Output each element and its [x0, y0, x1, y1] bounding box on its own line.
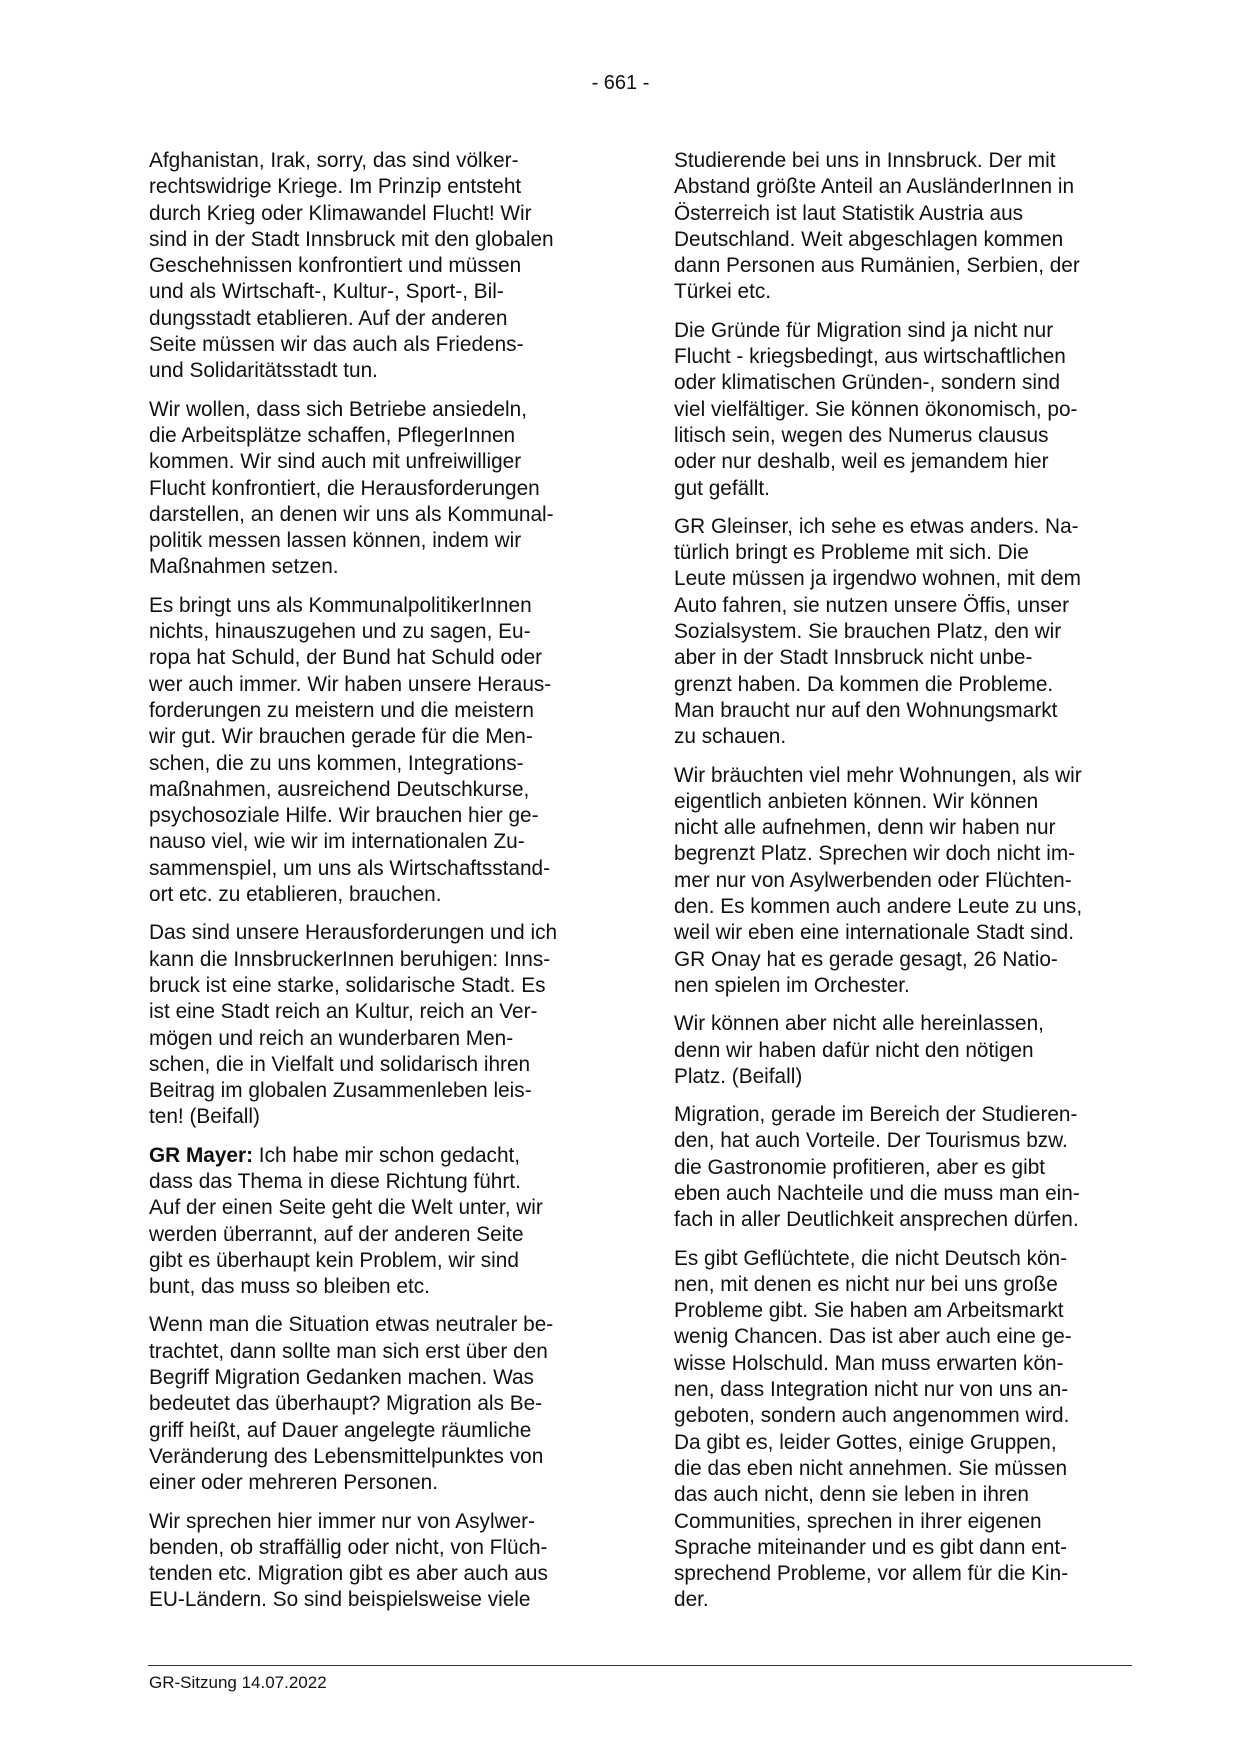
paragraph: Wir bräuchten viel mehr Wohnungen, als wir eigentlich anbieten können. Wir können nicht alle aufnehmen, denn wir haben nur begrenzt Platz. Sprechen wir doch nicht im- mer nur von Asylwerbenden oder Flüchten- den. Es kommen auch andere Leute zu uns, weil wir eben eine internationale Stadt sind. GR Onay hat es gerade gesagt, 26 Natio- nen spielen im Orchester.	[674, 763, 1083, 997]
footer-divider	[148, 1665, 1132, 1666]
paragraph: Es bringt uns als KommunalpolitikerInnen nichts, hinauszugehen und zu sagen, Eu- ropa hat Schuld, der Bund hat Schuld oder wer auch immer. Wir haben unsere Heraus- forderungen zu meistern und die meistern wir gut. Wir brauchen gerade für die Men- schen, die zu uns kommen, Integrations- maßnahmen, ausreichend Deutschkurse, psychosoziale Hilfe. Wir brauchen hier ge- nauso viel, wie wir im internationalen Zu- sammenspiel, um uns als Wirtschaftsstand- ort etc. zu etablieren, brauchen.	[149, 593, 552, 907]
footer-session-date: GR-Sitzung 14.07.2022	[149, 1673, 327, 1692]
paragraph: Wir sprechen hier immer nur von Asylwer- benden, ob straffällig oder nicht, von Flüch- tenden etc. Migration gibt es aber auch aus EU-Ländern. So sind beispielsweise viele	[149, 1509, 548, 1612]
paragraph: Das sind unsere Herausforderungen und ich kann die InnsbruckerInnen beruhigen: Inns- bruck ist eine starke, solidarische Stadt. Es ist eine Stadt reich an Kultur, reich an Ver- mögen und reich an wunderbaren Men- schen, die in Vielfalt und solidarisch ihren Beitrag im globalen Zusammenleben leis- ten! (Beifall)	[149, 921, 558, 1129]
paragraph: GR Gleinser, ich sehe es etwas anders. Na- türlich bringt es Probleme mit sich. Die Leute müssen ja irgendwo wohnen, mit dem Auto fahren, sie nutzen unsere Öffis, unser Sozialsystem. Sie brauchen Platz, den wir aber in der Stadt Innsbruck nicht unbe- grenzt haben. Da kommen die Probleme. Man braucht nur auf den Wohnungsmarkt zu schauen.	[674, 514, 1081, 749]
paragraph: Studierende bei uns in Innsbruck. Der mit Abstand größte Anteil an AusländerInnen in Österreich ist laut Statistik Austria aus Deutschland. Weit abgeschlagen kommen dann Personen aus Rumänien, Serbien, der Türkei etc.	[674, 149, 1080, 304]
paragraph: Wenn man die Situation etwas neutraler be- trachtet, dann sollte man sich erst über den Begriff Migration Gedanken machen. Was bedeutet das überhaupt? Migration als Be- griff heißt, auf Dauer angelegte räumliche Veränderung des Lebensmittelpunktes von einer oder mehreren Personen.	[149, 1313, 554, 1495]
page-number: - 661 -	[591, 72, 650, 94]
paragraph: Migration, gerade im Bereich der Studieren- den, hat auch Vorteile. Der Tourismus bzw. die Gastronomie profitieren, aber es gibt eben auch Nachteile und die muss man ein- fach in aller Deutlichkeit ansprechen dürfen.	[674, 1103, 1080, 1232]
paragraph: Die Gründe für Migration sind ja nicht nur Flucht - kriegsbedingt, aus wirtschaftlichen oder klimatischen Gründen-, sondern sind viel vielfältiger. Sie können ökonomisch, po- litisch sein, wegen des Numerus clausus oder nur deshalb, weil es jemandem hier gut gefällt.	[674, 318, 1078, 500]
speaker-name: GR Mayer:	[149, 1143, 254, 1167]
paragraph: Wir können aber nicht alle hereinlassen, denn wir haben dafür nicht den nötigen Platz. (Beifall)	[674, 1012, 1044, 1088]
paragraph: Wir wollen, dass sich Betriebe ansiedeln, die Arbeitsplätze schaffen, PflegerInnen kommen. Wir sind auch mit unfreiwilliger Flucht konfrontiert, die Herausforderungen darstellen, an denen wir uns als Kommunal- politik messen lassen können, indem wir Maßnahmen setzen.	[149, 397, 554, 579]
left-column	[149, 148, 601, 1626]
right-column	[674, 148, 1126, 1626]
speech-paragraph	[149, 1143, 601, 1301]
speech-text: Ich habe mir schon gedacht, dass das Thema in diese Richtung führt. Auf der einen Seite geht die Welt unter, wir werden überrannt, auf der anderen Seite gibt es überhaupt kein Problem, wir sind bunt, das muss so bleiben etc.	[149, 1143, 543, 1299]
paragraph: Afghanistan, Irak, sorry, das sind völker- rechtswidrige Kriege. Im Prinzip entsteht durch Krieg oder Klimawandel Flucht! Wir sind in der Stadt Innsbruck mit den globalen Geschehnissen konfrontiert und müssen und als Wirtschaft-, Kultur-, Sport-, Bil- dungsstadt etablieren. Auf der anderen Seite müssen wir das auch als Friedens- und Solidaritätsstadt tun.	[149, 149, 554, 383]
paragraph: Es gibt Geflüchtete, die nicht Deutsch kön- nen, mit denen es nicht nur bei uns große Probleme gibt. Sie haben am Arbeitsmarkt wenig Chancen. Das ist aber auch eine ge- wisse Holschuld. Man muss erwarten kön- nen, dass Integration nicht nur von uns an- geboten, sondern auch angenommen wird. Da gibt es, leider Gottes, einige Gruppen, die das eben nicht annehmen. Sie müssen das auch nicht, denn sie leben in ihren Communities, sprechen in ihrer eigenen Sprache miteinander und es gibt dann ent- sprechend Probleme, vor allem für die Kin- der.	[674, 1246, 1072, 1612]
